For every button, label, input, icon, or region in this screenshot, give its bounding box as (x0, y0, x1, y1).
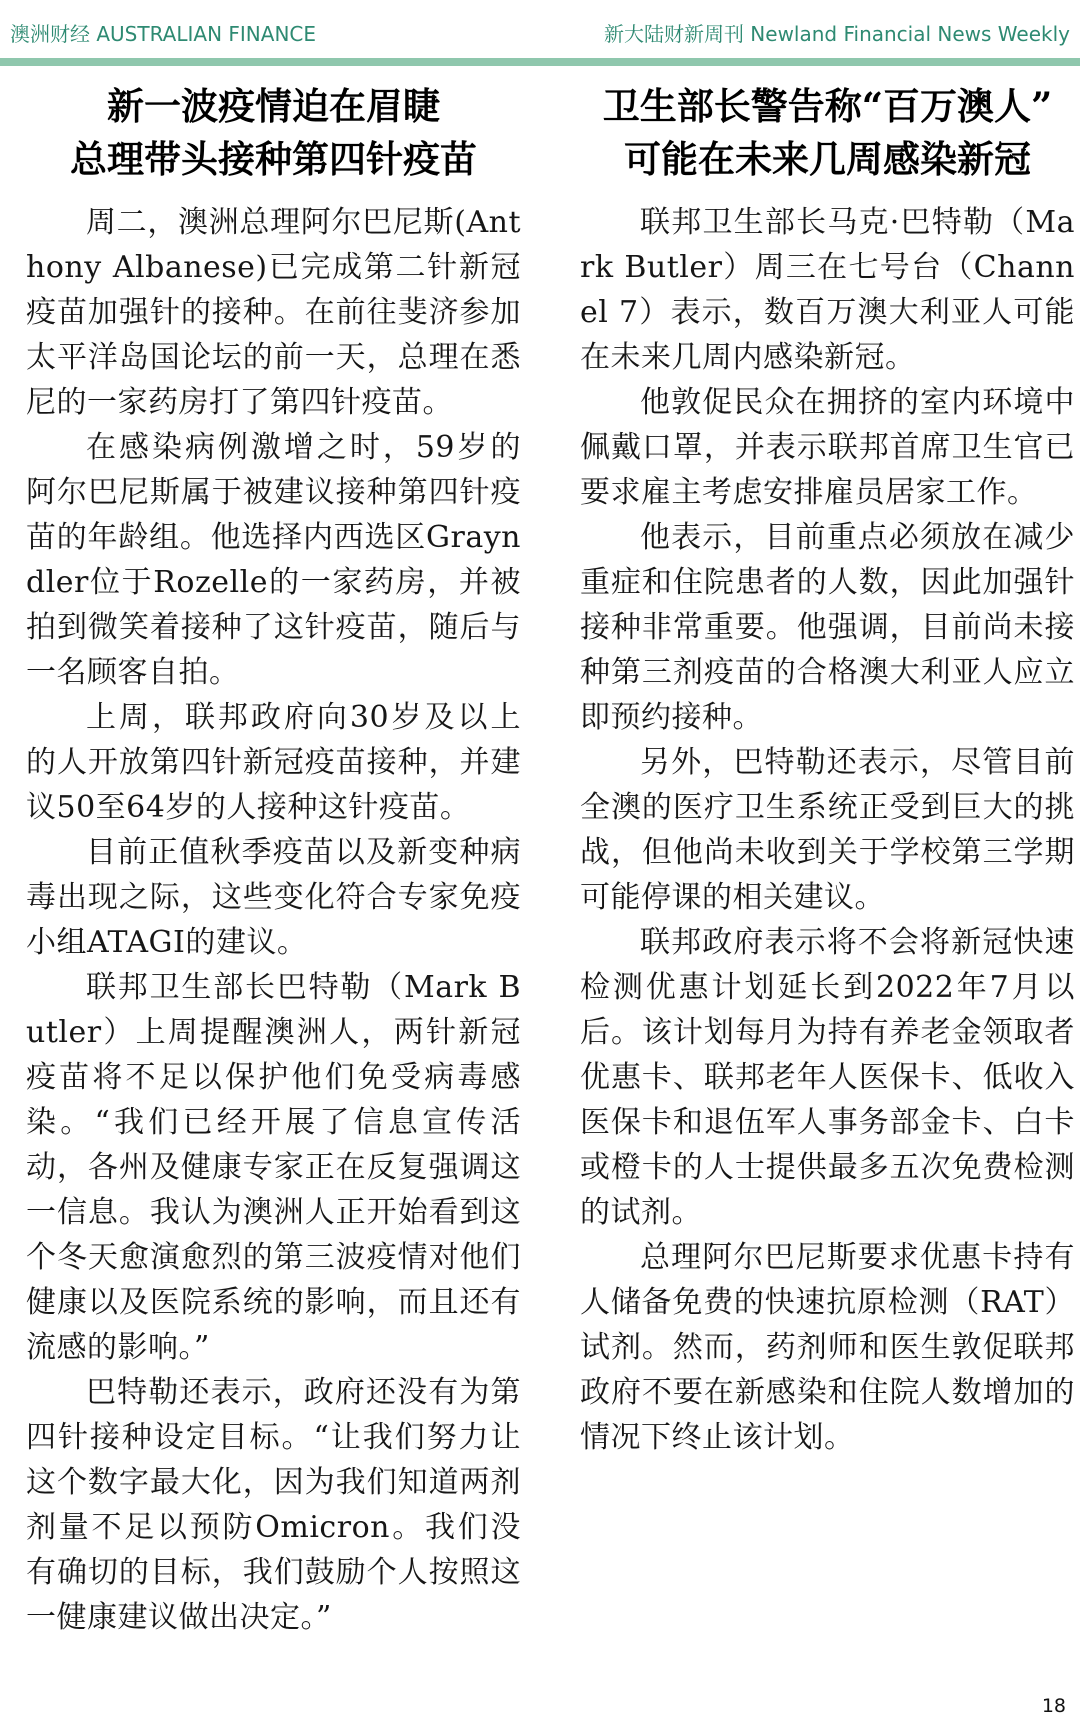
publication-title: 新大陆财新周刊 Newland Financial News Weekly (603, 22, 1070, 46)
headline-line: 卫生部长警告称“百万澳人” (602, 84, 1053, 128)
page-header (0, 0, 1080, 58)
article-paragraph: 巴特勒还表示，政府还没有为第四针接种设定目标。“让我们努力让这个数字最大化，因为我们知道两剂剂量不足以预防Omicron。我们没有确切的目标，我们鼓励个人按照这一健康建议做出决定。” (26, 1375, 521, 1635)
header-divider (0, 58, 1080, 66)
publication-section-name: 澳洲财经 AUSTRALIAN FINANCE (10, 22, 317, 46)
headline-line: 可能在未来几周感染新冠 (624, 137, 1031, 181)
article-paragraph: 周二，澳洲总理阿尔巴尼斯(Anthony Albanese)已完成第二针新冠疫苗加强针的接种。在前往斐济参加太平洋岛国论坛的前一天，总理在悉尼的一家药房打了第四针疫苗。 (26, 205, 521, 420)
page-number: 18 (1041, 1695, 1066, 1717)
article-paragraph: 上周，联邦政府向30岁及以上的人开放第四针新冠疫苗接种，并建议50至64岁的人接种这针疫苗。 (26, 700, 521, 825)
article-paragraph: 在感染病例激增之时，59岁的阿尔巴尼斯属于被建议接种第四针疫苗的年龄组。他选择内西选区Grayndler位于Rozelle的一家药房，并被拍到微笑着接种了这针疫苗，随后与一名顾客自拍。 (26, 430, 521, 690)
article-right (580, 80, 1075, 1460)
article-paragraph: 联邦卫生部长巴特勒（Mark Butler）上周提醒澳洲人，两针新冠疫苗将不足以保护他们免受病毒感染。“我们已经开展了信息宣传活动，各州及健康专家正在反复强调这一信息。我认为澳洲人正开始看到这个冬天愈演愈烈的第三波疫情对他们健康以及医院系统的影响，而且还有流感的影响。” (26, 970, 521, 1365)
article-paragraph: 另外，巴特勒还表示，尽管目前全澳的医疗卫生系统正受到巨大的挑战，但他尚未收到关于学校第三学期可能停课的相关建议。 (580, 745, 1075, 915)
article-headline (26, 80, 521, 186)
article-paragraph: 联邦政府表示将不会将新冠快速检测优惠计划延长到2022年7月以后。该计划每月为持有养老金领取者优惠卡、联邦老年人医保卡、低收入医保卡和退伍军人事务部金卡、白卡或橙卡的人士提供最多五次免费检测的试剂。 (580, 925, 1075, 1230)
article-paragraph: 目前正值秋季疫苗以及新变种病毒出现之际，这些变化符合专家免疫小组ATAGI的建议。 (26, 835, 521, 960)
headline-line: 新一波疫情迫在眉睫 (107, 84, 440, 128)
headline-line: 总理带头接种第四针疫苗 (70, 137, 477, 181)
article-left (26, 80, 521, 1640)
article-paragraph: 总理阿尔巴尼斯要求优惠卡持有人储备免费的快速抗原检测（RAT）试剂。然而，药剂师和医生敦促联邦政府不要在新感染和住院人数增加的情况下终止该计划。 (580, 1240, 1075, 1455)
article-paragraph: 联邦卫生部长马克·巴特勒（Mark Butler）周三在七号台（Channel 7）表示，数百万澳大利亚人可能在未来几周内感染新冠。 (580, 205, 1075, 375)
article-paragraph: 他表示，目前重点必须放在减少重症和住院患者的人数，因此加强针接种非常重要。他强调，目前尚未接种第三剂疫苗的合格澳大利亚人应立即预约接种。 (580, 520, 1075, 735)
article-headline (580, 80, 1075, 186)
article-paragraph: 他敦促民众在拥挤的室内环境中佩戴口罩，并表示联邦首席卫生官已要求雇主考虑安排雇员居家工作。 (580, 385, 1075, 510)
